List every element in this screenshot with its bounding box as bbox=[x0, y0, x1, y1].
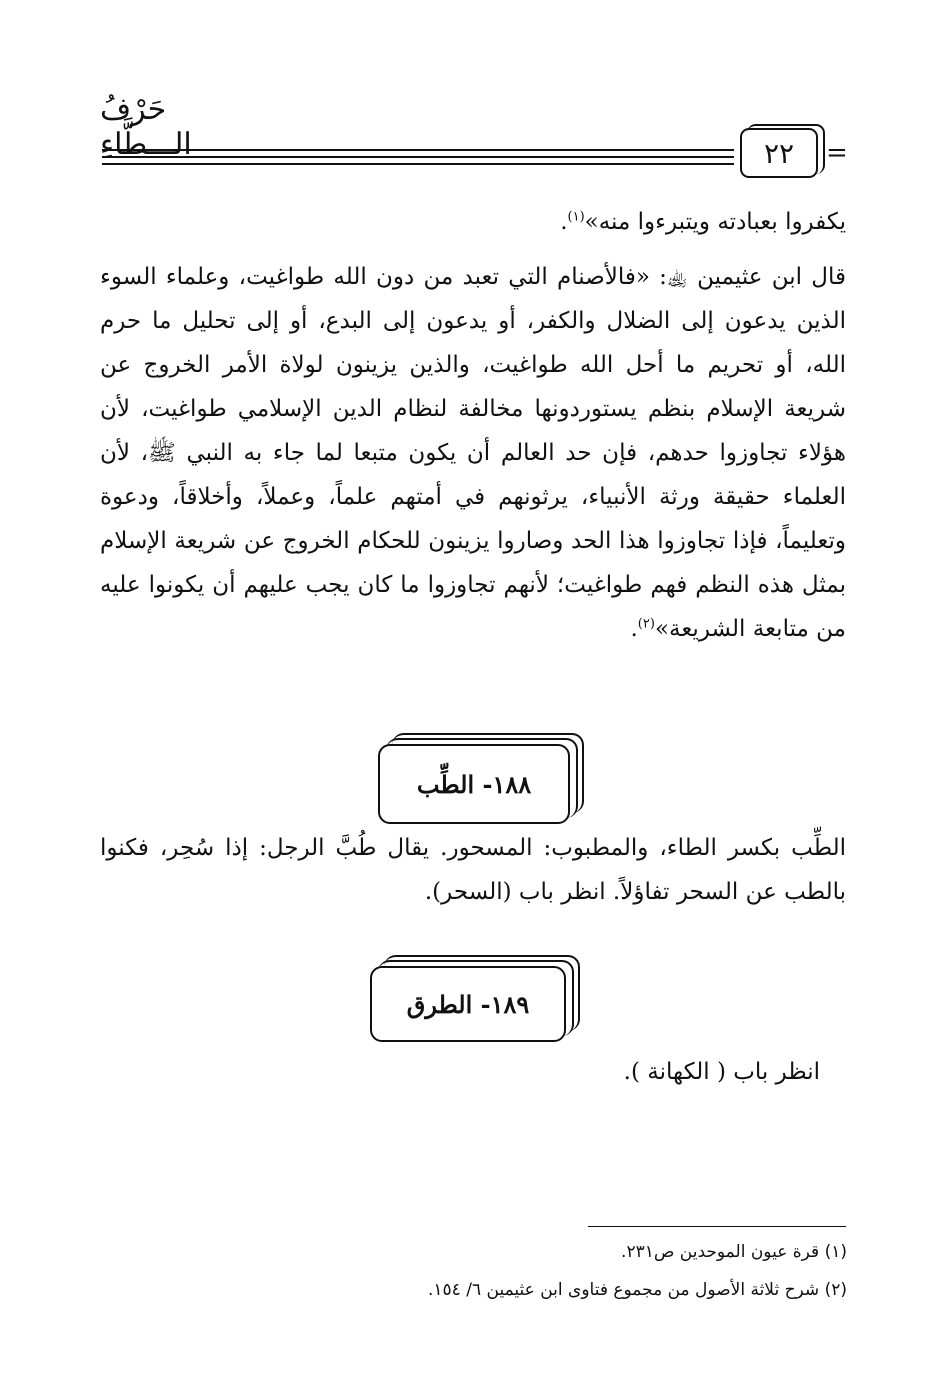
paragraph-reference: انظر باب ( الكهانة ). bbox=[623, 1059, 820, 1085]
chapter-title: حَرْفُ الـــطَّاءِ bbox=[100, 92, 192, 162]
paragraph-text: قال ابن عثيمين ﵀: «فالأصنام التي تعبد من دون الله طواغيت، وعلماء السوء الذين يدعون إلى الضلال والكفر، أو يدعون إلى البدع، أو إلى تحليل ما حرم الله، أو تحريم ما أحل الله طواغيت، والذين يزينون لولاة الأمر الخروج عن شريعة الإسلام بنظم يستوردونها مخالفة لنظام الدين الإسلامي طواغيت، لأن هؤلاء تجاوزوا حدهم، فإن حد العالم أن يكون متبعا لما جاء به النبي ﷺ، لأن العلماء حقيقة ورثة الأنبياء، يرثونهم في أمتهم علماً، وعملاً، وأخلاقاً، ودعوة وتعليماً، فإذا تجاوزوا هذا الحد وصاروا يزينون للحكام الخروج عن شريعة الإسلام بمثل هذه النظم فهم طواغيت؛ لأنهم تجاوزوا ما كان يجب عليهم أن يكونوا عليه من متابعة الشريعة» bbox=[100, 264, 846, 642]
footnote-1: (١) قرة عيون الموحدين ص٢٣١. bbox=[621, 1242, 847, 1262]
footnote-separator bbox=[588, 1226, 846, 1227]
paragraph-continuation bbox=[100, 200, 846, 244]
paragraph-definition: الطِّب بكسر الطاء، والمطبوب: المسحور. يقال طُبَّ الرجل: إذا سُحِر، فكنوا بالطب عن السحر تفاؤلاً. انظر باب (السحر). bbox=[100, 835, 846, 905]
paragraph-end: . bbox=[560, 209, 568, 235]
footnote-2: (٢) شرح ثلاثة الأصول من مجموع فتاوى ابن عثيمين ٦/ ١٥٤. bbox=[428, 1280, 847, 1300]
section-heading-188: ١٨٨- الطِّب bbox=[378, 744, 570, 824]
footnote-ref: (٢) bbox=[637, 616, 655, 632]
section-heading-189: ١٨٩- الطرق bbox=[370, 966, 566, 1042]
paragraph-quote bbox=[100, 255, 846, 651]
paragraph-text: يكفروا بعبادته ويتبرءوا منه» bbox=[584, 209, 846, 235]
header-rule bbox=[102, 149, 734, 151]
footnote-ref: (١) bbox=[567, 209, 585, 225]
page-number: ٢٢ bbox=[740, 128, 818, 178]
header-rule bbox=[102, 163, 734, 165]
paragraph-end: . bbox=[630, 616, 638, 642]
header-ornament: = bbox=[826, 138, 848, 168]
header-rule bbox=[102, 156, 734, 158]
